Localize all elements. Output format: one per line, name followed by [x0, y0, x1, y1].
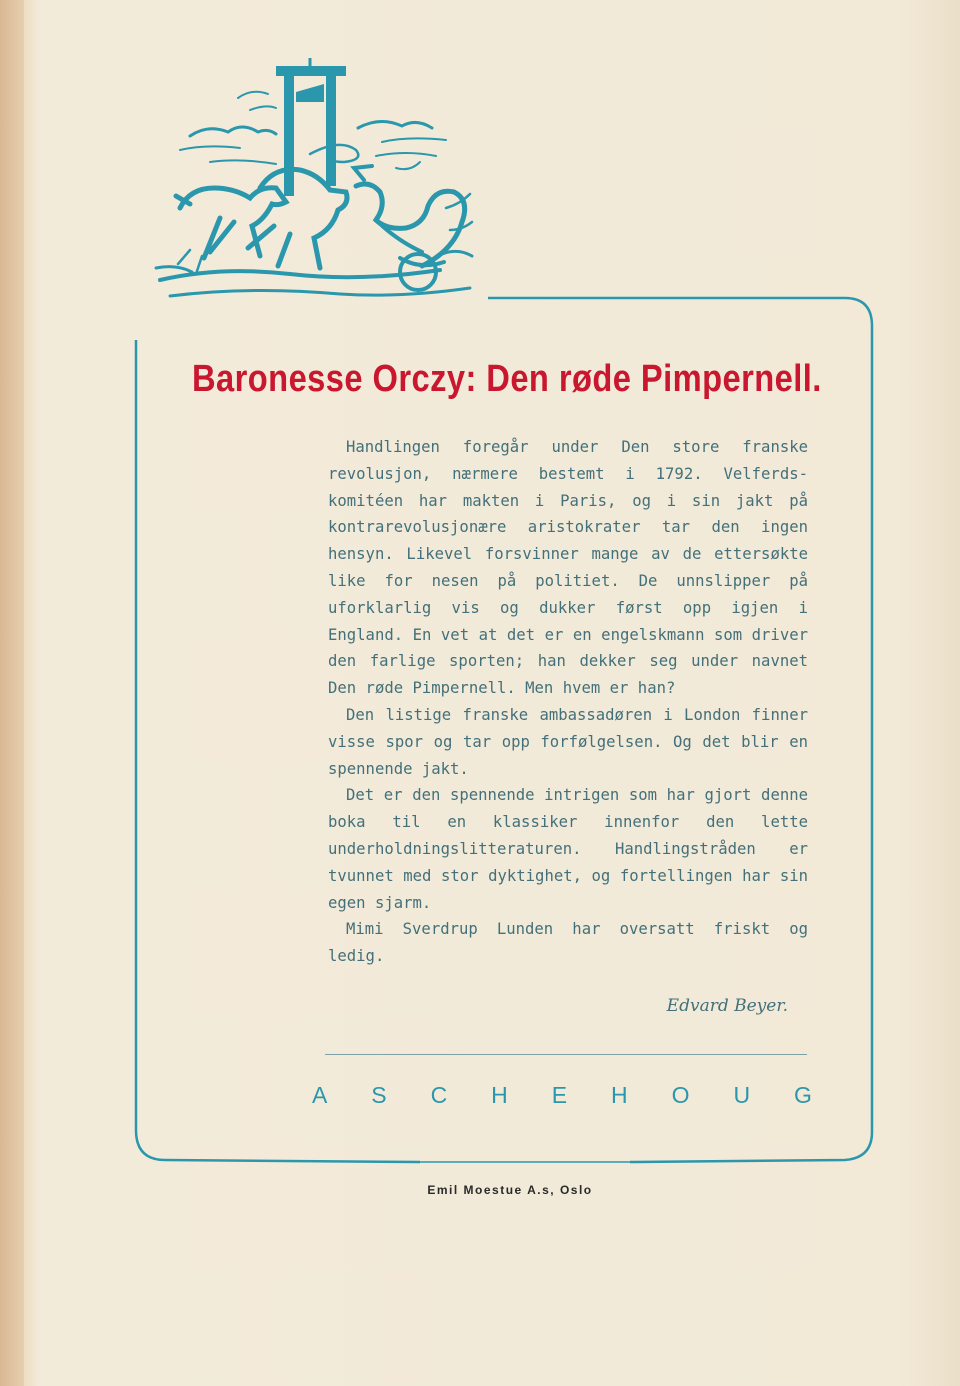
book-title: Baronesse Orczy: Den røde Pimpernell.: [192, 358, 822, 400]
publisher-letter: A: [312, 1082, 328, 1108]
blurb-paragraph: Den listige franske ambassadøren i London finner visse spor og tar opp forfølgelsen. Og det blir en spennende jakt.: [328, 705, 808, 778]
publisher-name: [312, 1082, 812, 1109]
blurb-text: [328, 434, 808, 970]
blurb-paragraph: Det er den spennende intrigen som har gjort denne boka til en klassiker innenfor den lette underholdningslitteraturen. Handlingstråden er tvunnet med stor dyktighet, og fortellingen har sin egen sjarm.: [328, 786, 808, 912]
spine-edge: [0, 0, 24, 1386]
divider: [325, 1054, 807, 1055]
publisher-letter: C: [430, 1082, 448, 1108]
blurb-paragraph: Mimi Sverdrup Lunden har oversatt friskt og ledig.: [328, 920, 808, 966]
publisher-letter: O: [671, 1082, 690, 1108]
publisher-letter: G: [794, 1082, 812, 1108]
publisher-letter: E: [551, 1082, 568, 1108]
blurb-paragraph: Handlingen foregår under Den store franske revolusjon, nærmere bestemt i 1792. Velferds-komitéen har makten i Paris, og i sin jakt på kontrarevolusjonære aristokrater tar den ingen hensyn. Likevel forsvinner mange av de ettersøkte like for nesen på politiet. De unnslipper på uforklarlig vis og dukker først opp igjen i England. En vet at det er en engelskmann som driver den farlige sporten; han dekker seg under navnet Den røde Pimpernell. Men hvem er han?: [328, 438, 808, 698]
publisher-letter: H: [611, 1082, 628, 1108]
signature: Edvard Beyer.: [666, 996, 788, 1016]
publisher-letter: U: [733, 1082, 751, 1108]
publisher-letter: S: [371, 1082, 387, 1108]
guillotine-carriage-illustration: [150, 58, 480, 308]
publisher-letter: H: [491, 1082, 508, 1108]
printer-imprint: Emil Moestue A.s, Oslo: [427, 1183, 593, 1197]
